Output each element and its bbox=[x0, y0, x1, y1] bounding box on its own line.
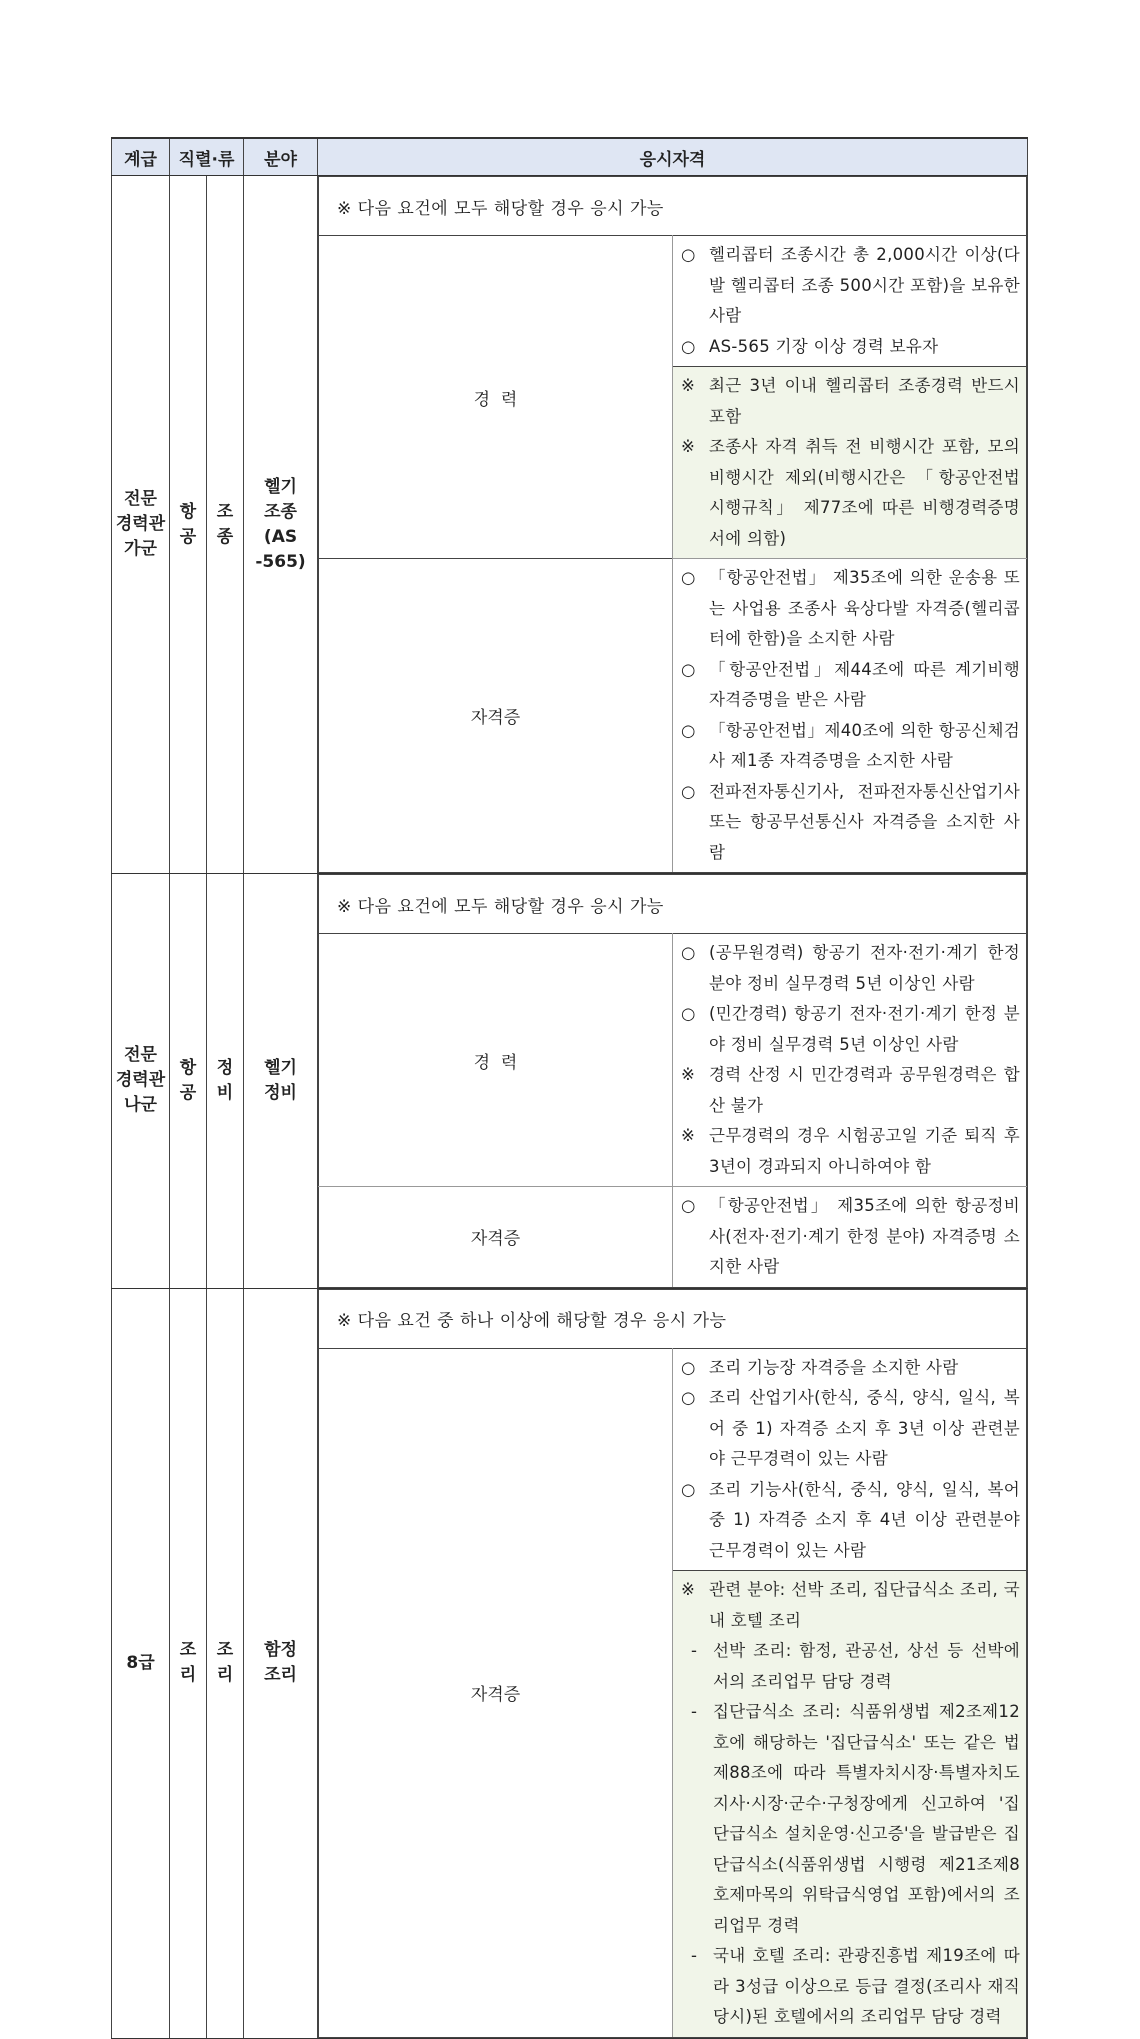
item-marker: - bbox=[691, 1702, 698, 1721]
series1-cell bbox=[170, 1288, 207, 2038]
item-marker: ○ bbox=[681, 659, 696, 679]
list-item bbox=[681, 999, 1020, 1060]
item-marker: ○ bbox=[681, 336, 696, 356]
item-text: AS-565 기장 이상 경력 보유자 bbox=[709, 336, 939, 356]
cert-label: 자격증 bbox=[319, 559, 673, 873]
series1-cell bbox=[170, 176, 207, 874]
grade-cell bbox=[112, 1288, 170, 2038]
series2-text: 정 비 bbox=[216, 1057, 234, 1103]
item-text: 근무경력의 경우 시험공고일 기준 퇴직 후 3년이 경과되지 아니하여야 함 bbox=[709, 1126, 1020, 1176]
list-item bbox=[681, 777, 1020, 869]
series1-text: 항 공 bbox=[179, 1057, 197, 1103]
qualification-cell bbox=[318, 1288, 1028, 2038]
item-marker: ○ bbox=[681, 245, 696, 264]
field-text: 함정 조리 bbox=[264, 1640, 297, 1685]
cert-items bbox=[673, 559, 1027, 873]
requirement-note: ※ 다음 요건에 모두 해당할 경우 응시 가능 bbox=[319, 177, 1027, 236]
item-marker: ○ bbox=[681, 781, 696, 801]
item-marker: ※ bbox=[681, 376, 696, 395]
grade-cell bbox=[112, 874, 170, 1289]
item-text: 조종사 자격 취득 전 비행시간 포함, 모의 비행시간 제외(비행시간은 「항공안전법 시행규칙」 제77조에 따른 비행경력증명서에 의함) bbox=[709, 437, 1020, 548]
item-text: 「항공안전법」제40조에 의한 항공신체검사 제1종 자격증명을 소지한 사람 bbox=[709, 720, 1020, 770]
list-item bbox=[681, 240, 1020, 332]
item-marker: ○ bbox=[681, 1388, 696, 1407]
list-item bbox=[681, 938, 1020, 999]
list-item bbox=[681, 1941, 1020, 2033]
cert-label: 자격증 bbox=[319, 1187, 673, 1288]
series2-cell bbox=[207, 1288, 244, 2038]
item-text: 최근 3년 이내 헬리콥터 조종경력 반드시 포함 bbox=[709, 376, 1020, 426]
career-notes bbox=[673, 367, 1027, 559]
header-grade: 계급 bbox=[112, 138, 170, 176]
item-text: (민간경력) 항공기 전자·전기·계기 한정 분야 정비 실무경력 5년 이상인 사람 bbox=[709, 1004, 1020, 1054]
item-text: 국내 호텔 조리: 관광진흥법 제19조에 따라 3성급 이상으로 등급 결정(조리사 재직 당시)된 호텔에서의 조리업무 담당 경력 bbox=[713, 1946, 1020, 2026]
item-text: 「항공안전법」제44조에 따른 계기비행 자격증명을 받은 사람 bbox=[709, 659, 1020, 709]
item-text: 헬리콥터 조종시간 총 2,000시간 이상(다발 헬리콥터 조종 500시간 포함)을 보유한 사람 bbox=[709, 245, 1020, 325]
cert-note-items bbox=[681, 1636, 1020, 2033]
career-items bbox=[673, 934, 1027, 1187]
list-item bbox=[681, 1697, 1020, 1941]
career-label: 경 력 bbox=[319, 236, 673, 559]
list-item bbox=[681, 1060, 1020, 1121]
list-item bbox=[681, 1475, 1020, 1567]
list-item bbox=[681, 1353, 1020, 1384]
item-marker: ※ bbox=[681, 437, 696, 456]
qualification-table bbox=[111, 137, 1028, 2039]
item-marker: ※ bbox=[681, 1126, 696, 1145]
list-item bbox=[681, 1121, 1020, 1182]
item-text: 집단급식소 조리: 식품위생법 제2조제12호에 해당하는 '집단급식소' 또는 같은 법 제88조에 따라 특별자치시장·특별자치도지사·시장·군수·구청장에게 신고하여 '집단급식소 설치운영·신고증'을 발급받은 집단급식소(식품위생법 시행령 제21조제8호제마목의 위탁급식영업 포함)에서의 조리업무 경력 bbox=[713, 1702, 1020, 1935]
item-marker: ○ bbox=[681, 1357, 696, 1377]
list-item bbox=[681, 371, 1020, 432]
header-field: 분야 bbox=[244, 138, 318, 176]
field-cell bbox=[244, 176, 318, 874]
item-text: 「항공안전법」 제35조에 의한 운송용 또는 사업용 조종사 육상다발 자격증(헬리콥터에 한함)을 소지한 사람 bbox=[709, 568, 1020, 648]
list-item bbox=[681, 1636, 1020, 1697]
qualification-cell bbox=[318, 874, 1028, 1289]
header-series: 직렬·류 bbox=[170, 138, 244, 176]
item-marker: ○ bbox=[681, 943, 696, 962]
item-text: 전파전자통신기사, 전파전자통신산업기사 또는 항공무선통신사 자격증을 소지한 사람 bbox=[709, 781, 1020, 862]
cert-items bbox=[673, 1187, 1027, 1288]
series2-text: 조 리 bbox=[216, 1640, 234, 1685]
requirement-note: ※ 다음 요건 중 하나 이상에 해당할 경우 응시 가능 bbox=[319, 1289, 1027, 1348]
cert-items bbox=[673, 1348, 1027, 1571]
qualification-cell bbox=[318, 176, 1028, 874]
qualification-inner bbox=[318, 1289, 1027, 2038]
cert-notes bbox=[673, 1571, 1027, 2038]
cert-label: 자격증 bbox=[319, 1348, 673, 2037]
item-marker: ○ bbox=[681, 568, 696, 587]
qualification-inner bbox=[318, 176, 1027, 873]
item-marker: ○ bbox=[681, 1479, 696, 1499]
series2-text: 조 종 bbox=[216, 501, 234, 547]
list-item bbox=[681, 655, 1020, 716]
note-marker: ※ bbox=[681, 1580, 696, 1599]
career-items bbox=[673, 236, 1027, 367]
career-label: 경 력 bbox=[319, 934, 673, 1187]
item-text: 조리 기능장 자격증을 소지한 사람 bbox=[709, 1357, 959, 1377]
series1-text: 조 리 bbox=[179, 1640, 197, 1685]
grade-cell bbox=[112, 176, 170, 874]
item-text: 조리 산업기사(한식, 중식, 양식, 일식, 복어 중 1) 자격증 소지 후 3년 이상 관련분야 근무경력이 있는 사람 bbox=[709, 1388, 1020, 1468]
qualification-inner bbox=[318, 874, 1027, 1288]
header-row bbox=[112, 138, 1028, 176]
table-row bbox=[112, 874, 1028, 1289]
grade-text: 전문 경력관 나군 bbox=[115, 1045, 166, 1116]
item-text: 조리 기능사(한식, 중식, 양식, 일식, 복어 중 1) 자격증 소지 후 4년 이상 관련분야 근무경력이 있는 사람 bbox=[709, 1479, 1020, 1560]
series1-text: 항 공 bbox=[179, 501, 197, 547]
item-marker: - bbox=[691, 1641, 698, 1660]
list-item bbox=[681, 1383, 1020, 1475]
series1-cell bbox=[170, 874, 207, 1289]
field-cell bbox=[244, 874, 318, 1289]
cert-note-head bbox=[681, 1575, 1020, 1636]
series2-cell bbox=[207, 874, 244, 1289]
list-item bbox=[681, 332, 1020, 363]
grade-text: 전문 경력관 가군 bbox=[115, 489, 166, 559]
field-text: 헬기 정비 bbox=[264, 1057, 297, 1103]
item-text: 경력 산정 시 민간경력과 공무원경력은 합산 불가 bbox=[709, 1065, 1020, 1115]
series2-cell bbox=[207, 176, 244, 874]
grade-text: 8급 bbox=[126, 1652, 155, 1673]
item-marker: ○ bbox=[681, 1196, 696, 1215]
field-cell bbox=[244, 1288, 318, 2038]
list-item bbox=[681, 563, 1020, 655]
item-text: 「항공안전법」 제35조에 의한 항공정비사(전자·전기·계기 한정 분야) 자격증명 소지한 사람 bbox=[709, 1196, 1020, 1276]
requirement-note: ※ 다음 요건에 모두 해당할 경우 응시 가능 bbox=[319, 875, 1027, 934]
table-row bbox=[112, 176, 1028, 874]
field-text: 헬기 조종 (AS -565) bbox=[255, 476, 306, 572]
note-text: 관련 분야: 선박 조리, 집단급식소 조리, 국내 호텔 조리 bbox=[709, 1580, 1020, 1630]
list-item bbox=[681, 1191, 1020, 1283]
item-marker: ○ bbox=[681, 1004, 696, 1023]
item-marker: ※ bbox=[681, 1065, 696, 1084]
list-item bbox=[681, 432, 1020, 554]
item-text: (공무원경력) 항공기 전자·전기·계기 한정 분야 정비 실무경력 5년 이상인 사람 bbox=[709, 943, 1020, 993]
item-text: 선박 조리: 함정, 관공선, 상선 등 선박에서의 조리업무 담당 경력 bbox=[713, 1641, 1020, 1691]
item-marker: - bbox=[691, 1946, 698, 1965]
list-item bbox=[681, 716, 1020, 777]
item-marker: ○ bbox=[681, 720, 696, 740]
header-qualification: 응시자격 bbox=[318, 138, 1028, 176]
table-row bbox=[112, 1288, 1028, 2038]
